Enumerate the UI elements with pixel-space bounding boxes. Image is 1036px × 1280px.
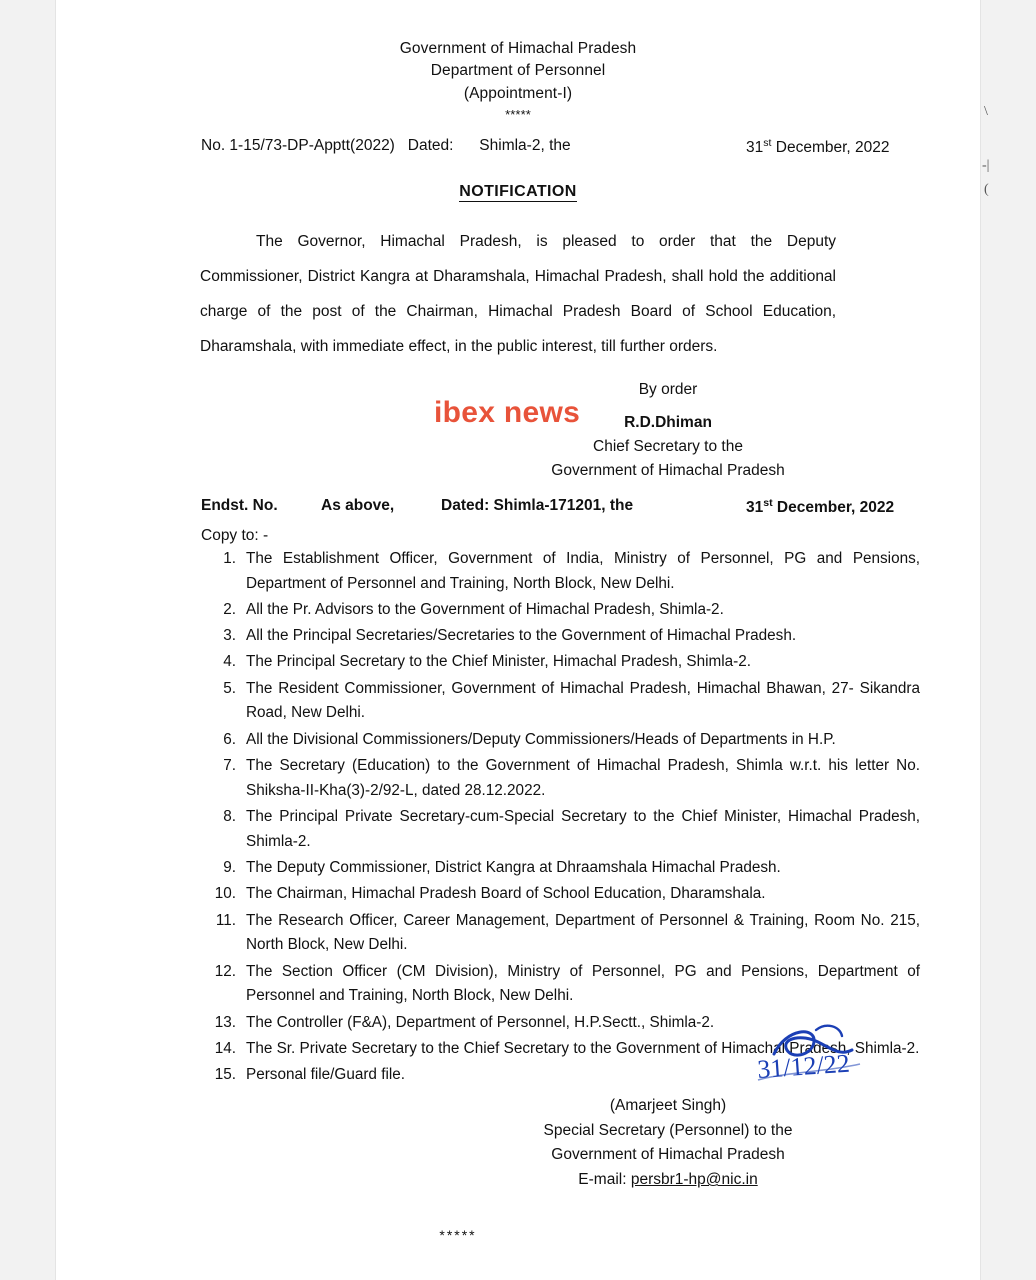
list-item-text: The Resident Commissioner, Government of Himachal Pradesh, Himachal Bhawan, 27- Sikandra Road, New Delhi.: [246, 679, 920, 722]
header-line-section: (Appointment-I): [463, 84, 573, 102]
list-item-number: 1.: [223, 549, 236, 567]
signature-ink-icon: [756, 1020, 906, 1092]
signature-designation-line1: Special Secretary (Personnel) to the: [543, 1121, 793, 1139]
list-item: [206, 598, 920, 623]
email-label: E-mail:: [578, 1171, 631, 1189]
header-line-government: Government of Himachal Pradesh: [399, 40, 637, 57]
by-order-label: By order: [638, 380, 698, 398]
page-title: [56, 183, 980, 201]
notification-body: [200, 225, 836, 365]
list-item-text: Personal file/Guard file.: [246, 1066, 405, 1084]
list-item-text: The Secretary (Education) to the Government of Himachal Pradesh, Shimla w.r.t. his letter No. Shiksha-II-Kha(3)-2/92-L, dated 28.12.2022.: [246, 756, 920, 799]
list-item-number: 2.: [223, 600, 236, 618]
reference-number: [201, 137, 571, 155]
list-item-text: The Chairman, Himachal Pradesh Board of School Education, Dharamshala.: [246, 885, 766, 903]
notification-body-text: The Governor, Himachal Pradesh, is pleased to order that the Deputy Commissioner, District Kangra at Dharamshala, Himachal Pradesh, shall hold the additional charge of the post of the Chairman, Himachal Pradesh Board of School Education, Dharamshala, with immediate effect, in the public interest, till further orders.: [200, 233, 836, 355]
header-line-department: Department of Personnel: [430, 62, 606, 80]
endorsement-date: [746, 497, 894, 517]
reference-dated-label: Dated:: [407, 137, 454, 155]
footer-stars: *****: [439, 1227, 477, 1244]
list-item: [206, 728, 920, 753]
list-item-number: 11.: [215, 911, 236, 929]
edge-mark-2: -|: [982, 158, 990, 173]
edge-mark-1: \: [984, 104, 988, 119]
signature-name: (Amarjeet Singh): [609, 1096, 727, 1114]
list-item-number: 5.: [223, 679, 236, 697]
reference-date: [746, 137, 890, 157]
reference-date-sup: st: [763, 137, 772, 150]
list-item-number: 4.: [223, 653, 236, 671]
list-item: [206, 624, 920, 649]
list-item-number: 14.: [214, 1039, 236, 1057]
list-item-text: The Research Officer, Career Management, Department of Personnel & Training, Room No. 215, North Block, New Delhi.: [246, 911, 920, 954]
list-item-number: 10.: [214, 885, 236, 903]
endorsement-as-above: As above,: [321, 496, 395, 514]
page-title-text: NOTIFICATION: [459, 183, 577, 201]
endorsement-date-day: 31: [746, 498, 764, 516]
endorsement-date-sup: st: [763, 496, 773, 509]
list-item: [206, 909, 920, 959]
list-item-number: 9.: [223, 858, 236, 876]
list-item: [206, 882, 920, 907]
signature-date-text: 31/12/22: [756, 1048, 851, 1084]
reference-line: [56, 137, 980, 161]
email-address[interactable]: persbr1-hp@nic.in: [630, 1171, 758, 1189]
edge-mark-3: (: [984, 182, 989, 197]
handwritten-signature: [756, 1020, 906, 1090]
list-item-text: The Deputy Commissioner, District Kangra at Dhraamshala Himachal Pradesh.: [246, 858, 781, 876]
list-item-text: All the Pr. Advisors to the Government of Himachal Pradesh, Shimla-2.: [246, 600, 724, 618]
list-item-number: 7.: [223, 756, 236, 774]
signatory-designation-line1: Chief Secretary to the: [593, 437, 743, 455]
list-item: [206, 677, 920, 727]
list-item-text: The Section Officer (CM Division), Ministry of Personnel, PG and Pensions, Department of Personnel and Training, North Block, New Delhi.: [246, 962, 920, 1005]
page-left-margin: [0, 0, 56, 1280]
list-item-text: The Controller (F&A), Department of Personnel, H.P.Sectt., Shimla-2.: [246, 1013, 715, 1031]
list-item: [206, 856, 920, 881]
copy-distribution-list: [206, 547, 920, 1088]
endorsement-label: Endst. No.: [201, 496, 278, 514]
list-item-number: 6.: [223, 730, 236, 748]
signatory-designation-line2: Government of Himachal Pradesh: [551, 461, 785, 479]
list-item-text: The Principal Private Secretary-cum-Special Secretary to the Chief Minister, Himachal Pradesh, Shimla-2.: [246, 807, 920, 850]
reference-number-text: No. 1-15/73-DP-Apptt(2022): [201, 137, 395, 155]
list-item-text: The Establishment Officer, Government of India, Ministry of Personnel, PG and Pensions, Department of Personnel and Training, North Block, New Delhi.: [246, 549, 920, 592]
bottom-signatory-block: [56, 1094, 980, 1193]
list-item-number: 12.: [214, 962, 236, 980]
list-item-text: The Principal Secretary to the Chief Minister, Himachal Pradesh, Shimla-2.: [246, 653, 752, 671]
reference-date-rest: December, 2022: [771, 139, 890, 157]
reference-place: Shimla-2, the: [479, 137, 571, 155]
list-item-number: 3.: [223, 627, 236, 645]
list-item-text: All the Divisional Commissioners/Deputy Commissioners/Heads of Departments in H.P.: [246, 730, 836, 748]
header-stars: *****: [505, 107, 531, 123]
endorsement-date-rest: December, 2022: [772, 498, 895, 516]
document-page: [56, 0, 980, 1280]
document-header: [56, 38, 980, 125]
list-item-number: 8.: [223, 807, 236, 825]
list-item: [206, 960, 920, 1010]
list-item: [206, 805, 920, 855]
signature-designation-line2: Government of Himachal Pradesh: [551, 1146, 785, 1164]
list-item-text: The Sr. Private Secretary to the Chief Secretary to the Government of Himachal Pradesh, Shimla-2.: [246, 1039, 920, 1057]
list-item: [206, 650, 920, 675]
endorsement-line: [56, 497, 980, 523]
signatory-name: R.D.Dhiman: [624, 413, 712, 431]
list-item-text: All the Principal Secretaries/Secretaries to the Government of Himachal Pradesh.: [246, 627, 797, 645]
signature-email-line: [356, 1168, 980, 1193]
watermark: ibex news: [434, 396, 581, 429]
reference-date-day: 31: [746, 139, 764, 157]
page-right-margin: [980, 0, 1036, 1280]
copy-to-label: Copy to: -: [201, 526, 269, 544]
endorsement-dated: Dated: Shimla-171201, the: [441, 496, 634, 514]
list-item-number: 15.: [214, 1066, 236, 1084]
list-item: [206, 754, 920, 804]
list-item-number: 13.: [214, 1013, 236, 1031]
list-item: [206, 547, 920, 597]
